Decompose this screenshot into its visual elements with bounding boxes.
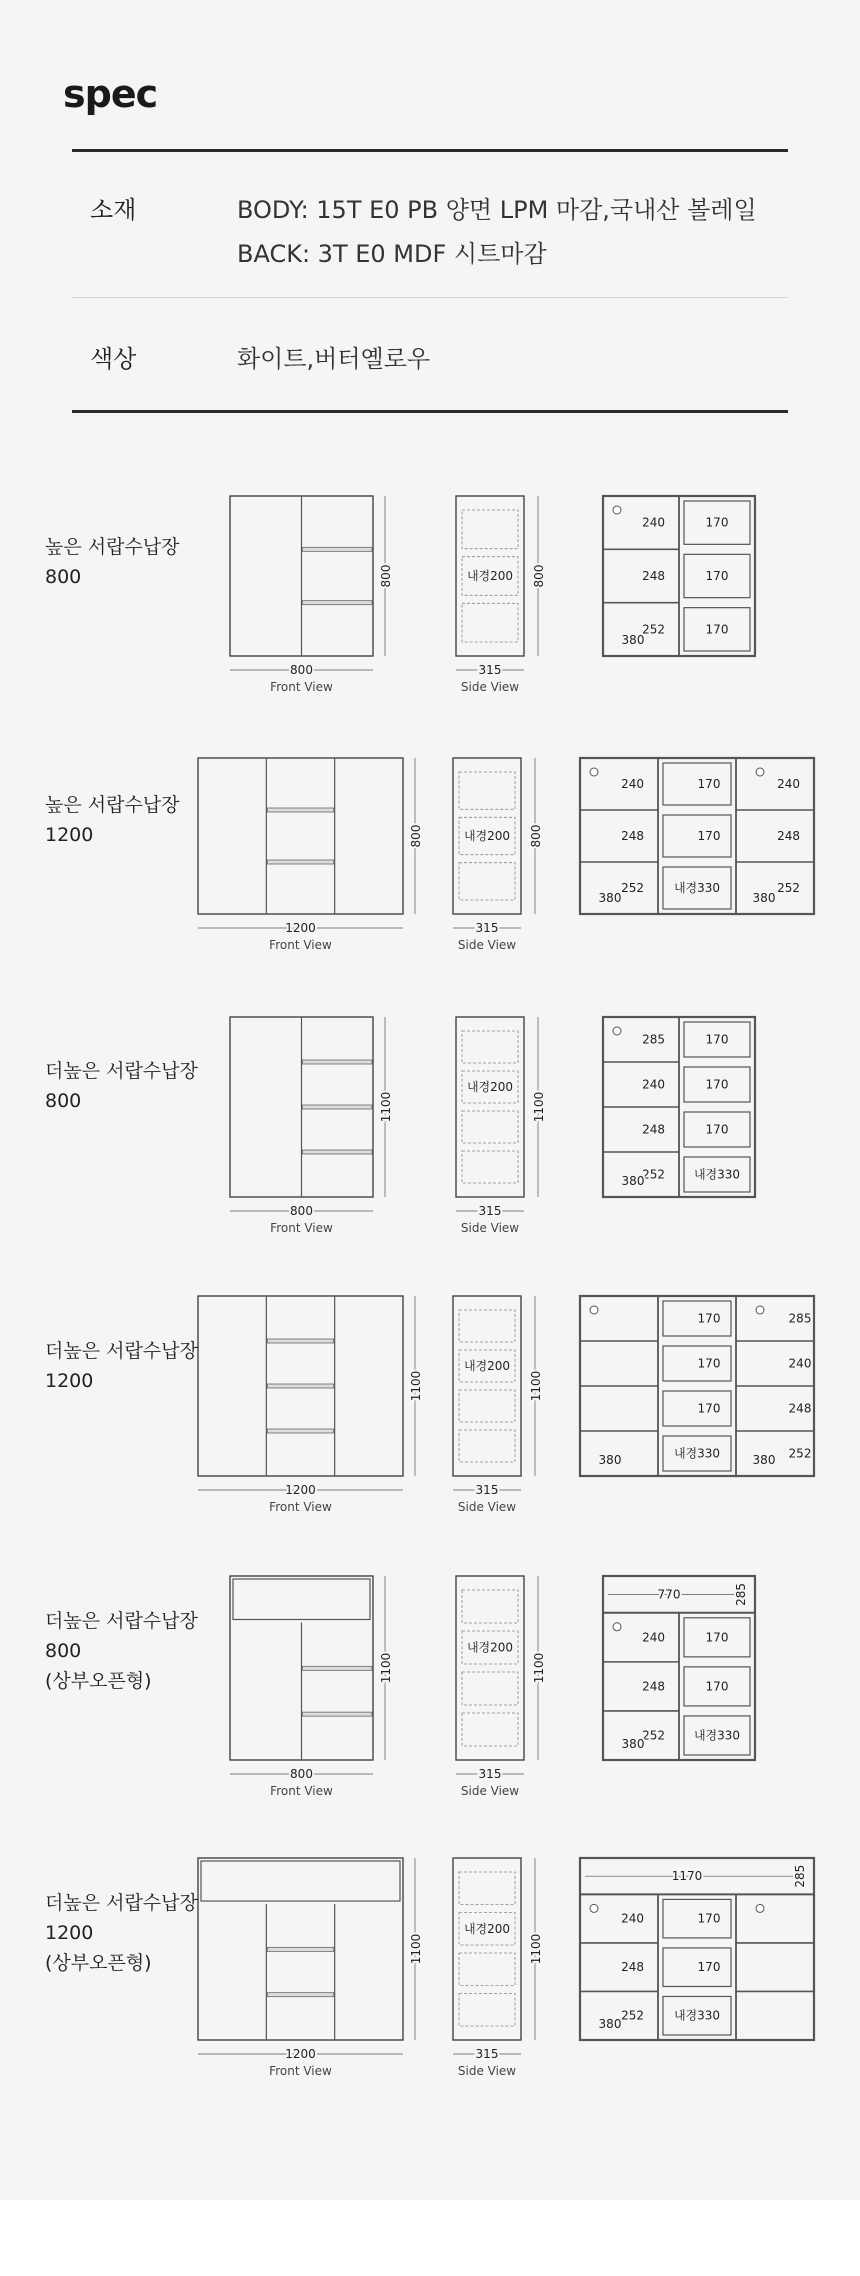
side-drawer-outline [462,1151,518,1183]
inner-width-label: 380 [598,891,622,905]
material-body: BODY: 15T E0 PB 양면 LPM 마감,국내산 볼레일 [237,196,757,224]
side-height-label: 800 [532,564,546,588]
side-inner-label: 내경200 [466,569,514,583]
product-title-name: 더높은 서랍수납장 [45,1892,198,1914]
product-4-drawings [198,1296,814,1514]
side-height-label: 1100 [532,1652,546,1684]
inner-drawer-height-label: 170 [705,1032,729,1047]
inner-drawer-inner-label: 내경330 [693,1167,741,1182]
drawer-handle [303,1060,373,1064]
inner-shelf-height-label: 240 [788,1356,812,1371]
inner-drawer-height-label: 170 [697,1356,721,1371]
front-view-caption: Front View [270,680,333,694]
drawer-handle [267,1947,333,1951]
product-title-name: 더높은 서랍수납장 [45,1340,198,1362]
inner-shelf-height-label: 248 [642,569,665,583]
inner-top-width-label: 770 [657,1587,681,1602]
inner-width-label: 380 [621,1174,645,1188]
side-depth-label: 315 [475,921,499,935]
drawer-handle [303,1150,373,1154]
side-inner-label: 내경200 [463,1359,511,1373]
side-drawer-outline [462,1590,518,1623]
inner-shelf-height-label: 240 [642,1077,665,1092]
product-title-size: 800 [45,1640,82,1662]
inner-width-label: 380 [621,633,645,647]
inner-shelf-height-label: 252 [621,881,644,895]
side-height-label: 1100 [529,1933,543,1965]
side-depth-label: 315 [475,2047,499,2061]
product-5-drawings [230,1576,755,1798]
inner-drawer-height-label: 170 [705,1122,729,1137]
inner-top-width-label: 1170 [671,1869,703,1884]
front-open-shelf [201,1861,400,1901]
inner-shelf-height-label: 248 [621,1960,644,1975]
front-width-label: 800 [290,663,313,677]
inner-shelf-height-label: 240 [777,777,800,791]
drawer-handle [303,547,373,551]
product-3-drawings [230,1017,755,1235]
side-height-label: 1100 [529,1370,543,1402]
side-drawer-outline [462,603,518,642]
front-width-label: 800 [290,1767,313,1781]
front-width-label: 1200 [285,2047,316,2061]
side-drawer-outline [462,1111,518,1143]
inner-hole-icon [756,1306,764,1314]
inner-drawer-height-label: 170 [697,1911,721,1926]
inner-drawer-inner-label: 170 [705,622,729,637]
side-drawer-outline [459,1390,515,1422]
product-6-drawings [198,1858,814,2078]
inner-top-height-label: 285 [734,1582,748,1606]
product-title-name: 높은 서랍수납장 [45,794,180,816]
inner-drawer-height-label: 170 [705,1077,729,1092]
inner-width-label: 380 [598,2017,622,2031]
product-title-size: 1200 [45,1922,94,1944]
side-drawer-outline [459,863,515,900]
front-width-label: 1200 [285,921,316,935]
inner-drawer-height-label: 170 [697,1401,721,1416]
inner-drawer-height-label: 170 [705,1679,729,1694]
inner-shelf-height-label: 248 [642,1122,665,1137]
inner-shelf-height-label: 240 [621,777,644,791]
product-2-drawings [198,758,814,952]
product-title-name: 더높은 서랍수납장 [45,1610,198,1632]
drawer-handle [267,808,333,812]
inner-shelf-height-label: 285 [788,1311,812,1326]
inner-shelf-height-label: 240 [642,1630,665,1645]
inner-shelf-height-label: 252 [642,1728,665,1743]
front-height-label: 1100 [409,1933,423,1965]
front-width-label: 1200 [285,1483,316,1497]
footer-band [0,2200,860,2276]
side-view-frame [456,1576,524,1760]
inner-shelf-height-label: 285 [642,1032,665,1047]
side-view-caption: Side View [457,938,517,952]
side-drawer-outline [459,1953,515,1986]
side-depth-label: 315 [478,663,502,677]
side-view-frame [456,1017,524,1197]
inner-shelf-height-label: 252 [642,622,665,637]
product-1-drawings [230,496,755,694]
front-view-caption: Front View [269,1500,332,1514]
inner-shelf-height-label: 252 [621,2008,644,2023]
side-height-label: 1100 [532,1091,546,1123]
front-height-label: 800 [379,564,393,588]
front-view-caption: Front View [270,1221,333,1235]
inner-shelf-height-label: 240 [621,1911,644,1926]
product-title-name: 높은 서랍수납장 [45,536,180,558]
inner-top-height-label: 285 [793,1864,807,1888]
inner-drawer-inner-label: 내경330 [673,881,721,895]
side-inner-label: 내경200 [466,1640,514,1655]
inner-drawer-inner-label: 내경330 [673,1446,721,1461]
inner-hole-icon [756,768,764,776]
inner-drawer-height-label: 170 [705,569,729,583]
inner-shelf-height-label: 252 [642,1167,665,1182]
side-height-label: 800 [529,824,543,848]
inner-hole-icon [613,1623,621,1631]
inner-shelf-height-label: 248 [621,829,644,843]
inner-drawer-inner-label: 내경330 [693,1728,741,1743]
inner-shelf-height-label: 248 [642,1679,665,1694]
spec-title: spec [63,72,158,116]
side-inner-label: 내경200 [463,829,511,843]
side-drawer-outline [462,1031,518,1063]
side-inner-label: 내경200 [463,1921,511,1936]
side-inner-label: 내경200 [466,1080,514,1094]
front-height-label: 1100 [379,1652,393,1684]
side-drawer-outline [459,1310,515,1342]
side-view-caption: Side View [460,1784,520,1798]
inner-drawer-height-label: 170 [697,1311,721,1326]
color-value: 화이트,버터옐로우 [237,345,431,373]
inner-shelf-height-label: 240 [642,515,665,530]
front-open-shelf [233,1579,370,1619]
side-drawer-outline [462,510,518,549]
front-view-frame [198,758,403,914]
inner-hole-icon [756,1904,764,1912]
front-height-label: 1100 [379,1091,393,1123]
inner-drawer-inner-label: 내경330 [673,2008,721,2023]
side-drawer-outline [462,1672,518,1705]
inner-hole-icon [613,1027,621,1035]
inner-drawer-height-label: 170 [697,1960,721,1975]
product-title-size: 800 [45,566,82,588]
side-drawer-outline [459,772,515,809]
inner-width-label: 380 [752,1453,776,1467]
product-title-size: 800 [45,1090,82,1112]
inner-width-label: 380 [598,1453,622,1467]
front-width-label: 800 [290,1204,313,1218]
inner-shelf-height-label: 252 [777,881,800,895]
inner-drawer-height-label: 170 [697,829,721,843]
inner-drawer-height-label: 170 [705,1630,729,1645]
side-drawer-outline [462,1713,518,1746]
drawer-handle [267,1339,333,1343]
product-title-type: (상부오픈형) [45,1952,152,1974]
side-view-caption: Side View [460,680,520,694]
inner-shelf-height-label: 248 [788,1401,812,1416]
front-height-label: 800 [409,824,423,848]
front-view-caption: Front View [270,1784,333,1798]
drawer-handle [267,1993,333,1997]
inner-hole-icon [590,768,598,776]
drawer-handle [267,1384,333,1388]
product-title-size: 1200 [45,824,94,846]
material-back: BACK: 3T E0 MDF 시트마감 [237,240,547,268]
inner-shelf-height-label: 252 [788,1446,812,1461]
product-title-type: (상부오픈형) [45,1670,152,1692]
inner-drawer-height-label: 170 [697,777,721,791]
drawer-handle [267,860,333,864]
inner-hole-icon [613,506,621,514]
side-drawer-outline [459,1872,515,1905]
inner-hole-icon [590,1904,598,1912]
side-depth-label: 315 [478,1767,502,1781]
front-view-caption: Front View [269,2064,332,2078]
product-title-name: 더높은 서랍수납장 [45,1060,198,1082]
inner-drawer-height-label: 170 [705,515,729,530]
front-height-label: 1100 [409,1370,423,1402]
side-view-caption: Side View [457,2064,517,2078]
side-depth-label: 315 [475,1483,499,1497]
side-view-frame [453,1296,521,1476]
inner-width-label: 380 [621,1737,645,1751]
inner-shelf-height-label: 248 [777,829,800,843]
drawer-handle [303,1666,373,1670]
drawer-handle [303,1105,373,1109]
side-drawer-outline [459,1430,515,1462]
side-drawer-outline [459,1994,515,2027]
product-title-size: 1200 [45,1370,94,1392]
side-view-caption: Side View [457,1500,517,1514]
front-view-caption: Front View [269,938,332,952]
drawer-handle [303,1712,373,1716]
side-view-frame [453,1858,521,2040]
drawer-handle [267,1429,333,1433]
material-label: 소재 [90,196,137,224]
side-depth-label: 315 [478,1204,502,1218]
inner-width-label: 380 [752,891,776,905]
color-label: 색상 [90,345,137,373]
inner-hole-icon [590,1306,598,1314]
side-view-caption: Side View [460,1221,520,1235]
drawer-handle [303,601,373,605]
